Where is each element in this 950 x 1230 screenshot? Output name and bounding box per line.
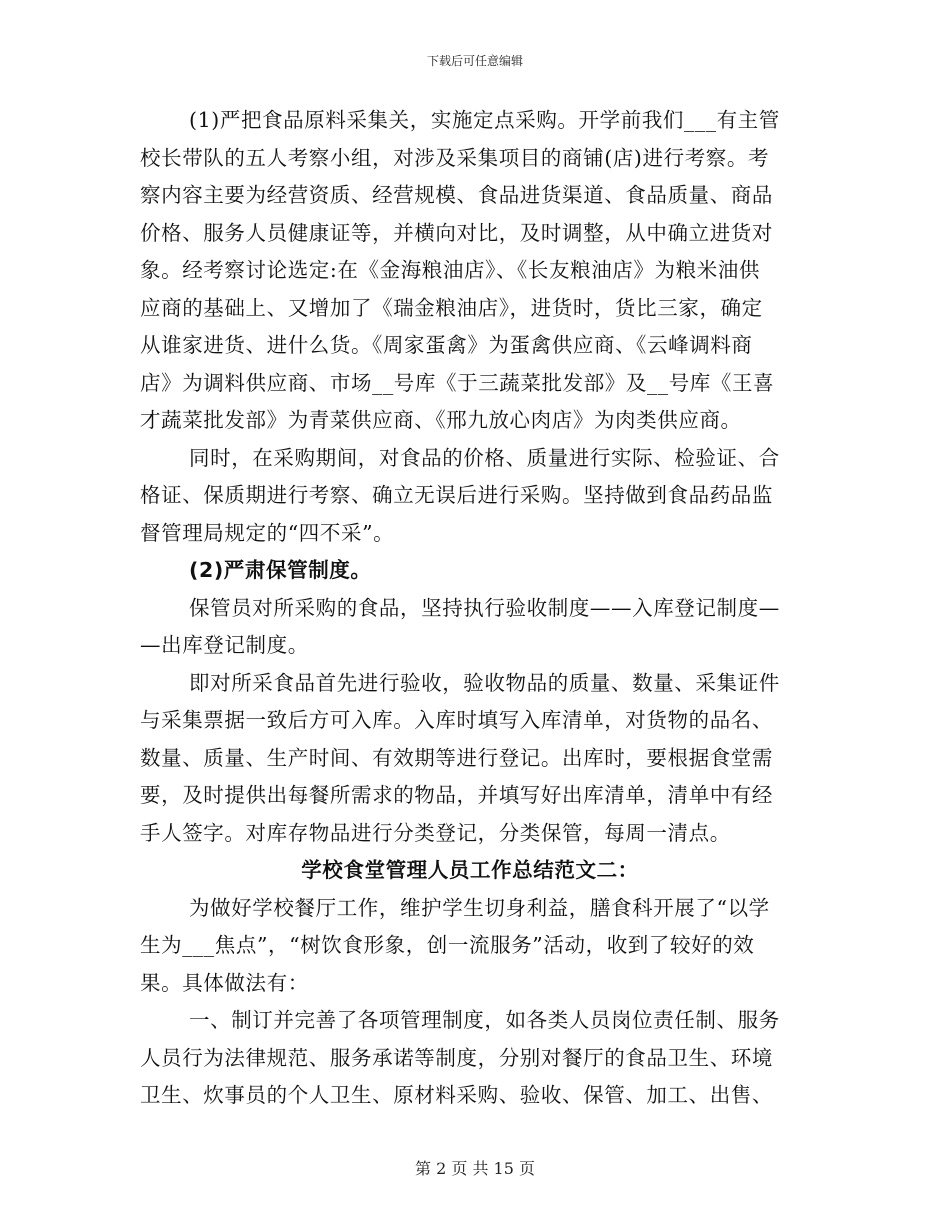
text-line: (1)严把食品原料采集关，实施定点采购。开学前我们___有主管 — [189, 108, 780, 132]
text-line: 保管员对所采购的食品，坚持执行验收制度——入库登记制度— — [189, 595, 780, 620]
paragraph — [140, 102, 800, 440]
paragraph — [140, 665, 800, 853]
paragraph — [140, 890, 800, 1003]
paragraph — [140, 852, 800, 890]
text-line: 校长带队的五人考察小组，对涉及采集项目的商铺(店)进行考察。考 — [140, 145, 770, 170]
text-line: 格证、保质期进行考察、确立无误后进行采购。坚持做到食品药品监 — [140, 483, 773, 507]
text-line: 即对所采食品首先进行验收，验收物品的质量、数量、采集证件 — [189, 670, 780, 695]
text-line: 要，及时提供出每餐所需求的物品，并填写好出库清单，清单中有经 — [140, 783, 773, 807]
text-line: 象。经考察讨论选定:在《金海粮油店》、《长友粮油店》为粮米油供 — [140, 258, 761, 282]
page-footer: 第 2 页 共 15 页 — [415, 1159, 535, 1178]
text-line: 为做好学校餐厅工作，维护学生切身利益，膳食科开展了“以学 — [189, 895, 770, 920]
text-line: 才蔬菜批发部》为青菜供应商、《邢九放心肉店》为肉类供应商。 — [140, 408, 742, 432]
text-line: 一、制订并完善了各项管理制度，如各类人员岗位责任制、服务 — [189, 1008, 780, 1032]
paragraph — [140, 440, 800, 553]
paragraph — [140, 1002, 800, 1115]
text-line: 果。具体做法有： — [140, 970, 309, 995]
text-line: 应商的基础上、又增加了《瑞金粮油店》，进货时，货比三家，确定 — [140, 295, 763, 320]
text-line: 人员行为法律规范、服务承诺等制度，分别对餐厅的食品卫生、环境 — [140, 1045, 773, 1070]
text-line: —出库登记制度。 — [140, 633, 309, 657]
paragraph — [140, 590, 800, 665]
text-line: 察内容主要为经营资质、经营规模、食品进货渠道、食品质量、商品 — [140, 183, 773, 207]
text-line: 生为___焦点”，“树饮食形象，创一流服务”活动，收到了较好的效 — [140, 933, 755, 957]
text-line: 从谁家进货、进什么货。《周家蛋禽》为蛋禽供应商、《云峰调料商 — [140, 333, 753, 357]
paragraph — [140, 552, 800, 590]
text-line: 卫生、炊事员的个人卫生、原材料采购、验收、保管、加工、出售、 — [140, 1083, 773, 1107]
text-line: 店》为调料供应商、市场__号库《于三蔬菜批发部》及__号库《王喜 — [140, 370, 775, 395]
page-header: 下载后可任意编辑 — [426, 54, 523, 68]
document-body — [140, 102, 800, 1115]
text-line: 数量、质量、生产时间、有效期等进行登记。出库时，要根据食堂需 — [140, 745, 773, 770]
text-line: 手人签字。对库存物品进行分类登记，分类保管，每周一清点。 — [140, 820, 731, 845]
text-line: 与采集票据一致后方可入库。入库时填写入库清单，对货物的品名、 — [140, 708, 773, 732]
subsection-heading: (2)严肃保管制度。 — [189, 558, 372, 582]
text-line: 同时，在采购期间，对食品的价格、质量进行实际、检验证、合 — [189, 445, 780, 470]
text-line: 督管理局规定的“四不采”。 — [140, 520, 395, 545]
section-heading: 学校食堂管理人员工作总结范文二： — [301, 858, 639, 882]
text-line: 价格、服务人员健康证等，并横向对比，及时调整，从中确立进货对 — [140, 220, 773, 245]
